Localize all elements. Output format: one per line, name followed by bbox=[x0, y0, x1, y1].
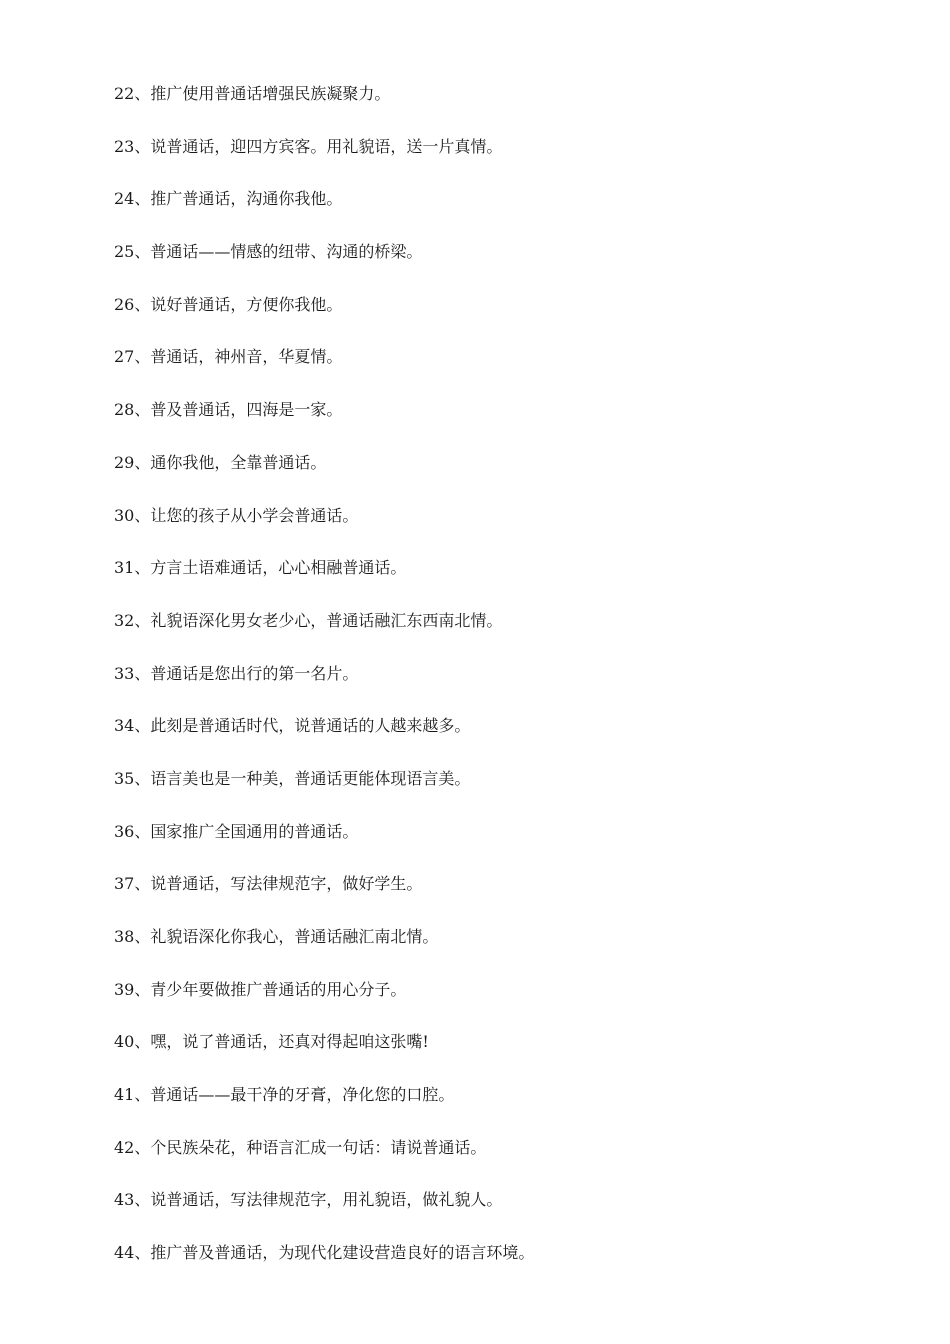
list-item: 31、方言土语难通话，心心相融普通话。 bbox=[114, 558, 407, 578]
list-item: 43、说普通话，写法律规范字，用礼貌语，做礼貌人。 bbox=[114, 1190, 503, 1210]
list-item: 33、普通话是您出行的第一名片。 bbox=[114, 663, 359, 683]
slogan-list bbox=[114, 81, 534, 1293]
list-item: 40、嘿，说了普通话，还真对得起咱这张嘴! bbox=[114, 1032, 429, 1052]
list-item: 25、普通话——情感的纽带、沟通的桥梁。 bbox=[114, 242, 423, 262]
list-item: 37、说普通话，写法律规范字，做好学生。 bbox=[114, 874, 423, 894]
list-item: 39、青少年要做推广普通话的用心分子。 bbox=[114, 979, 407, 999]
list-item: 35、语言美也是一种美，普通话更能体现语言美。 bbox=[114, 768, 471, 788]
list-item: 32、礼貌语深化男女老少心，普通话融汇东西南北情。 bbox=[114, 610, 503, 630]
list-item: 44、推广普及普通话，为现代化建设营造良好的语言环境。 bbox=[114, 1243, 535, 1263]
list-item: 29、通你我他，全靠普通话。 bbox=[114, 452, 327, 472]
list-item: 28、普及普通话，四海是一家。 bbox=[114, 400, 343, 420]
list-item: 27、普通话，神州音，华夏情。 bbox=[114, 347, 343, 367]
list-item: 26、说好普通话，方便你我他。 bbox=[114, 294, 343, 314]
list-item: 38、礼貌语深化你我心，普通话融汇南北情。 bbox=[114, 927, 439, 946]
list-item: 22、推广使用普通话增强民族凝聚力。 bbox=[114, 84, 391, 103]
list-item: 42、个民族朵花，种语言汇成一句话：请说普通话。 bbox=[114, 1137, 487, 1157]
list-item: 36、国家推广全国通用的普通话。 bbox=[114, 821, 359, 841]
list-item: 23、说普通话，迎四方宾客。用礼貌语，送一片真情。 bbox=[114, 136, 503, 156]
list-item: 24、推广普通话，沟通你我他。 bbox=[114, 189, 343, 209]
list-item: 34、此刻是普通话时代，说普通话的人越来越多。 bbox=[114, 716, 471, 736]
list-item: 30、让您的孩子从小学会普通话。 bbox=[114, 505, 359, 525]
list-item: 41、普通话——最干净的牙膏，净化您的口腔。 bbox=[114, 1085, 455, 1105]
